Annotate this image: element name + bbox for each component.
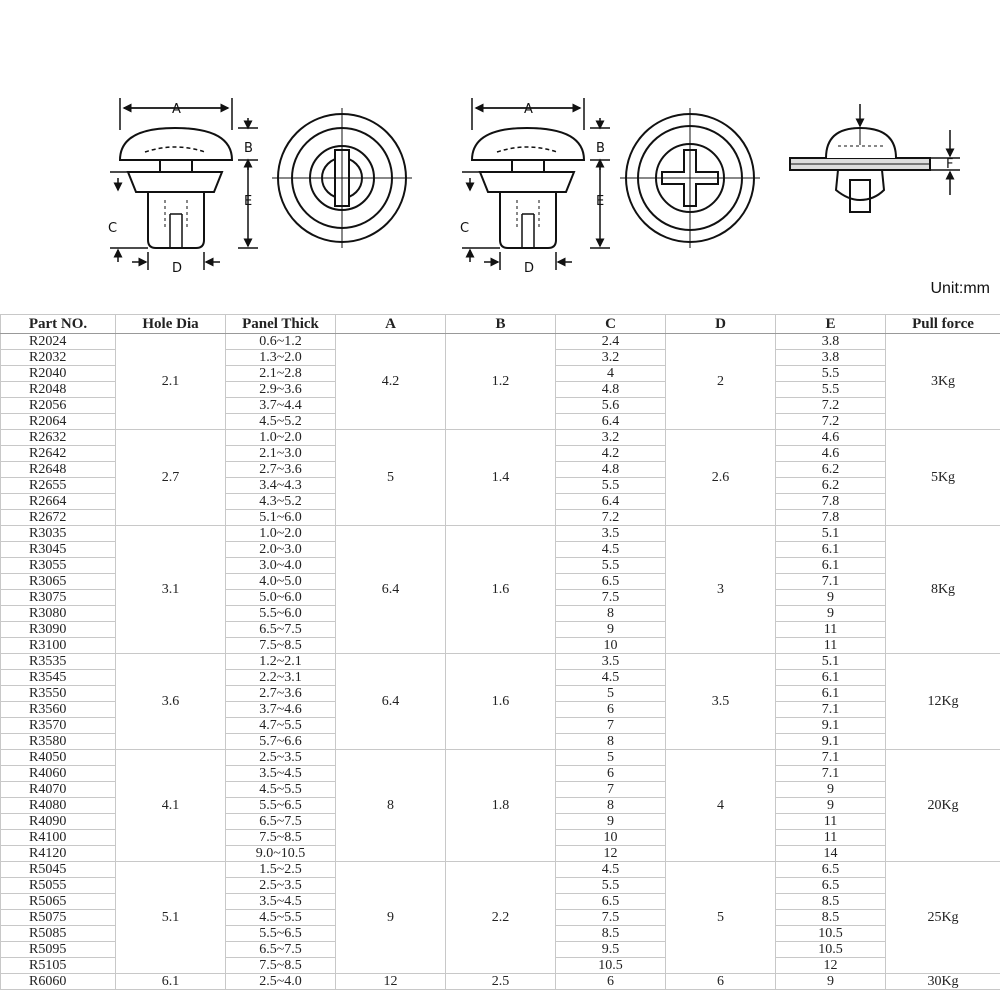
cell-pull-force: 25Kg [886,862,1000,974]
cell-b: 2.5 [446,974,556,990]
cell-panel-thick: 2.0~3.0 [226,542,336,558]
cell-part-no: R4060 [1,766,116,782]
side-view-cross [472,128,584,248]
side-view-slotted [120,128,232,248]
cell-e: 7.1 [776,766,886,782]
header-d: D [666,315,776,334]
cell-part-no: R3100 [1,638,116,654]
cell-d: 3 [666,526,776,654]
cell-c: 6 [556,766,666,782]
cell-part-no: R3580 [1,734,116,750]
cell-e: 11 [776,830,886,846]
cell-part-no: R2024 [1,334,116,350]
cell-part-no: R3065 [1,574,116,590]
dim-label-d: D [172,261,183,276]
cell-pull-force: 5Kg [886,430,1000,526]
cell-panel-thick: 4.5~5.5 [226,782,336,798]
cell-c: 9 [556,814,666,830]
dim-label-d: D [524,261,535,276]
cell-panel-thick: 2.5~3.5 [226,750,336,766]
cell-part-no: R2672 [1,510,116,526]
cell-panel-thick: 2.5~3.5 [226,878,336,894]
cell-c: 4 [556,366,666,382]
cell-e: 14 [776,846,886,862]
cell-e: 9.1 [776,734,886,750]
cell-e: 9 [776,782,886,798]
cell-panel-thick: 1.5~2.5 [226,862,336,878]
cell-c: 2.4 [556,334,666,350]
cell-c: 4.5 [556,862,666,878]
cell-panel-thick: 4.5~5.2 [226,414,336,430]
cell-part-no: R2655 [1,478,116,494]
cell-e: 6.5 [776,862,886,878]
cell-panel-thick: 2.5~4.0 [226,974,336,990]
cell-part-no: R2040 [1,366,116,382]
cell-e: 7.8 [776,494,886,510]
cell-part-no: R2642 [1,446,116,462]
table-row [1,862,1000,878]
cell-a: 12 [336,974,446,990]
cell-panel-thick: 3.4~4.3 [226,478,336,494]
table-row [1,654,1000,670]
cell-c: 5.5 [556,558,666,574]
cell-part-no: R6060 [1,974,116,990]
table-row [1,750,1000,766]
cell-c: 5 [556,686,666,702]
cell-c: 3.5 [556,526,666,542]
cell-part-no: R3545 [1,670,116,686]
dim-label-e: E [244,194,253,209]
cell-part-no: R5075 [1,910,116,926]
cell-hole-dia: 2.7 [116,430,226,526]
cell-c: 4.5 [556,542,666,558]
cell-e: 6.1 [776,542,886,558]
cell-panel-thick: 3.0~4.0 [226,558,336,574]
cell-e: 4.6 [776,446,886,462]
cell-panel-thick: 1.2~2.1 [226,654,336,670]
cell-d: 2 [666,334,776,430]
cell-e: 7.8 [776,510,886,526]
cell-c: 6.4 [556,494,666,510]
header-part-no: Part NO. [1,315,116,334]
dim-label-c: C [460,221,470,236]
dim-label-a: A [172,102,181,117]
cell-part-no: R3080 [1,606,116,622]
cell-part-no: R3535 [1,654,116,670]
cell-hole-dia: 6.1 [116,974,226,990]
header-c: C [556,315,666,334]
cell-a: 5 [336,430,446,526]
dim-label-f: F [946,157,954,172]
cell-panel-thick: 5.5~6.0 [226,606,336,622]
cell-e: 12 [776,958,886,974]
cell-part-no: R3560 [1,702,116,718]
cell-part-no: R4100 [1,830,116,846]
cell-e: 9 [776,606,886,622]
cell-c: 9 [556,622,666,638]
cell-c: 7 [556,782,666,798]
cell-e: 9 [776,974,886,990]
cell-e: 11 [776,638,886,654]
cell-hole-dia: 2.1 [116,334,226,430]
cell-c: 9.5 [556,942,666,958]
dim-label-e: E [596,194,605,209]
cell-c: 7 [556,718,666,734]
cell-b: 1.2 [446,334,556,430]
cell-e: 5.5 [776,382,886,398]
table-row [1,430,1000,446]
cell-c: 6 [556,702,666,718]
cell-panel-thick: 3.5~4.5 [226,894,336,910]
cell-pull-force: 30Kg [886,974,1000,990]
cell-c: 6.5 [556,574,666,590]
cell-e: 9 [776,590,886,606]
spec-table [0,314,1000,990]
cell-e: 7.1 [776,574,886,590]
top-view-cross [620,108,760,248]
cell-part-no: R3055 [1,558,116,574]
table-row [1,334,1000,350]
cell-e: 9 [776,798,886,814]
cell-d: 4 [666,750,776,862]
cell-part-no: R3570 [1,718,116,734]
cell-e: 3.8 [776,334,886,350]
cell-panel-thick: 6.5~7.5 [226,814,336,830]
cell-c: 8 [556,734,666,750]
cell-e: 11 [776,814,886,830]
cell-panel-thick: 7.5~8.5 [226,958,336,974]
cell-part-no: R3035 [1,526,116,542]
cell-panel-thick: 6.5~7.5 [226,622,336,638]
cell-e: 10.5 [776,942,886,958]
cell-part-no: R4090 [1,814,116,830]
cell-c: 10.5 [556,958,666,974]
cell-panel-thick: 3.5~4.5 [226,766,336,782]
cell-e: 5.1 [776,654,886,670]
cell-pull-force: 8Kg [886,526,1000,654]
cell-panel-thick: 3.7~4.6 [226,702,336,718]
cell-c: 10 [556,638,666,654]
cell-panel-thick: 4.7~5.5 [226,718,336,734]
cell-part-no: R2048 [1,382,116,398]
cell-a: 8 [336,750,446,862]
top-view-slotted [272,108,412,248]
cell-panel-thick: 2.2~3.1 [226,670,336,686]
cell-c: 8.5 [556,926,666,942]
cell-c: 12 [556,846,666,862]
cell-c: 4.2 [556,446,666,462]
cell-panel-thick: 2.1~3.0 [226,446,336,462]
cell-c: 6.5 [556,894,666,910]
cell-panel-thick: 7.5~8.5 [226,830,336,846]
cell-part-no: R5095 [1,942,116,958]
cell-part-no: R2648 [1,462,116,478]
cell-part-no: R2632 [1,430,116,446]
table-body [1,334,1000,990]
cell-e: 9.1 [776,718,886,734]
cell-part-no: R5055 [1,878,116,894]
cell-e: 7.1 [776,702,886,718]
table-row [1,974,1000,990]
cell-panel-thick: 5.7~6.6 [226,734,336,750]
cell-part-no: R2064 [1,414,116,430]
cell-c: 5 [556,750,666,766]
cell-e: 6.2 [776,478,886,494]
cell-part-no: R4080 [1,798,116,814]
cell-part-no: R5065 [1,894,116,910]
cell-part-no: R2664 [1,494,116,510]
installed-view [790,104,930,212]
cell-d: 5 [666,862,776,974]
cell-b: 1.4 [446,430,556,526]
cell-part-no: R2032 [1,350,116,366]
cell-part-no: R4050 [1,750,116,766]
cell-e: 5.1 [776,526,886,542]
cell-b: 2.2 [446,862,556,974]
cell-e: 7.2 [776,398,886,414]
cell-panel-thick: 0.6~1.2 [226,334,336,350]
cell-e: 4.6 [776,430,886,446]
cell-e: 6.1 [776,686,886,702]
cell-e: 8.5 [776,910,886,926]
cell-e: 6.2 [776,462,886,478]
cell-c: 5.6 [556,398,666,414]
header-e: E [776,315,886,334]
cell-hole-dia: 4.1 [116,750,226,862]
cell-c: 10 [556,830,666,846]
cell-c: 5.5 [556,478,666,494]
cell-e: 5.5 [776,366,886,382]
cell-a: 6.4 [336,654,446,750]
cell-panel-thick: 2.9~3.6 [226,382,336,398]
cell-c: 7.2 [556,510,666,526]
cell-pull-force: 12Kg [886,654,1000,750]
cell-panel-thick: 5.1~6.0 [226,510,336,526]
cell-part-no: R3045 [1,542,116,558]
cell-panel-thick: 2.1~2.8 [226,366,336,382]
cell-c: 3.2 [556,430,666,446]
cell-part-no: R3550 [1,686,116,702]
cell-panel-thick: 1.0~2.0 [226,430,336,446]
cell-c: 4.8 [556,382,666,398]
cell-e: 6.1 [776,558,886,574]
cell-part-no: R5105 [1,958,116,974]
cell-panel-thick: 1.3~2.0 [226,350,336,366]
cell-a: 9 [336,862,446,974]
header-pull-force: Pull force [886,315,1000,334]
cell-c: 5.5 [556,878,666,894]
dimension-f [930,130,960,195]
header-a: A [336,315,446,334]
cell-c: 7.5 [556,910,666,926]
cell-e: 11 [776,622,886,638]
cell-c: 3.5 [556,654,666,670]
cell-b: 1.6 [446,654,556,750]
cell-hole-dia: 5.1 [116,862,226,974]
cell-a: 6.4 [336,526,446,654]
cell-panel-thick: 9.0~10.5 [226,846,336,862]
cell-panel-thick: 2.7~3.6 [226,462,336,478]
cell-e: 6.5 [776,878,886,894]
table-header-row [1,315,1000,334]
cell-part-no: R5085 [1,926,116,942]
header-b: B [446,315,556,334]
cell-panel-thick: 4.3~5.2 [226,494,336,510]
cell-e: 7.2 [776,414,886,430]
cell-hole-dia: 3.6 [116,654,226,750]
cell-d: 6 [666,974,776,990]
cell-part-no: R4120 [1,846,116,862]
cell-part-no: R3075 [1,590,116,606]
dim-label-c: C [108,221,118,236]
cell-c: 8 [556,798,666,814]
cell-panel-thick: 2.7~3.6 [226,686,336,702]
cell-c: 6 [556,974,666,990]
cell-e: 6.1 [776,670,886,686]
cell-c: 3.2 [556,350,666,366]
cell-part-no: R5045 [1,862,116,878]
cell-part-no: R4070 [1,782,116,798]
table-row [1,526,1000,542]
cell-hole-dia: 3.1 [116,526,226,654]
dim-label-a: A [524,102,533,117]
cell-a: 4.2 [336,334,446,430]
cell-c: 4.8 [556,462,666,478]
cell-panel-thick: 1.0~2.0 [226,526,336,542]
cell-panel-thick: 5.5~6.5 [226,926,336,942]
cell-d: 3.5 [666,654,776,750]
cell-panel-thick: 5.5~6.5 [226,798,336,814]
cell-pull-force: 3Kg [886,334,1000,430]
cell-e: 8.5 [776,894,886,910]
cell-panel-thick: 4.5~5.5 [226,910,336,926]
cell-part-no: R2056 [1,398,116,414]
rivet-diagrams [0,0,1000,300]
cell-panel-thick: 4.0~5.0 [226,574,336,590]
header-hole-dia: Hole Dia [116,315,226,334]
cell-e: 3.8 [776,350,886,366]
dim-label-b: B [596,141,605,156]
cell-c: 4.5 [556,670,666,686]
header-panel-thick: Panel Thick [226,315,336,334]
cell-b: 1.6 [446,526,556,654]
cell-c: 6.4 [556,414,666,430]
cell-pull-force: 20Kg [886,750,1000,862]
cell-panel-thick: 5.0~6.0 [226,590,336,606]
cell-c: 7.5 [556,590,666,606]
cell-part-no: R3090 [1,622,116,638]
cell-panel-thick: 6.5~7.5 [226,942,336,958]
cell-panel-thick: 3.7~4.4 [226,398,336,414]
cell-c: 8 [556,606,666,622]
cell-panel-thick: 7.5~8.5 [226,638,336,654]
unit-label: Unit:mm [930,280,990,297]
cell-d: 2.6 [666,430,776,526]
cell-e: 10.5 [776,926,886,942]
dim-label-b: B [244,141,253,156]
cell-e: 7.1 [776,750,886,766]
cell-b: 1.8 [446,750,556,862]
